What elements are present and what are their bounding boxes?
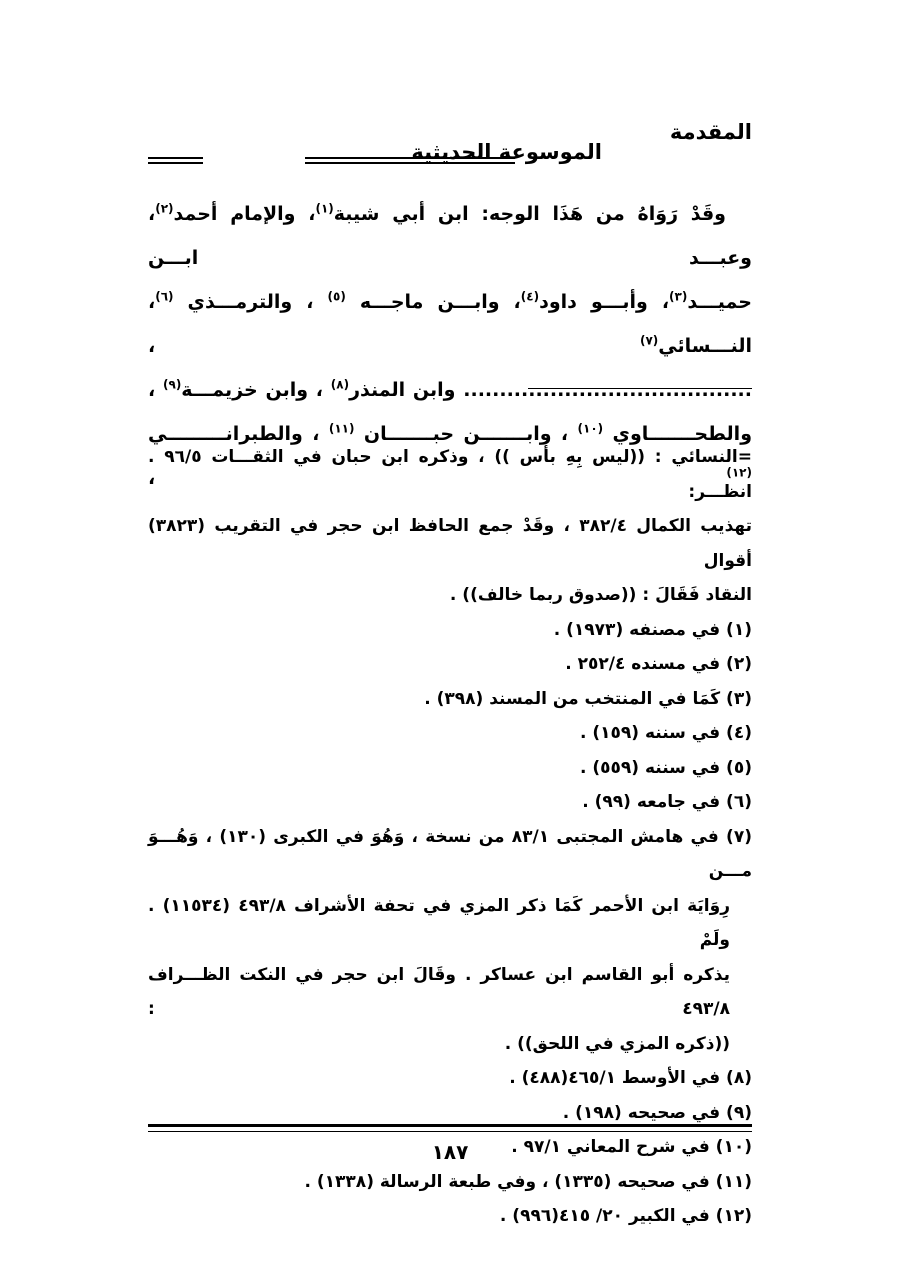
text-run: وقَدْ رَوَاهُ من هَذَا الوجه: ابن أبي شيبة xyxy=(333,203,726,225)
footnote-line: (١٢) في الكبير ٢٠/ ٤١٥(٩٩٦) . xyxy=(499,1206,752,1226)
footnote-ref: (٦) xyxy=(155,289,174,304)
footnote-line: (٤) في سننه (١٥٩) . xyxy=(580,723,752,743)
footnote-line: =النسائي : ((ليس بِهِ بأس )) ، وذكره ابن حبان في الثقـــات ٩٦/٥ . انظـــر: xyxy=(148,447,752,502)
text-run: ، وأبـــو داود xyxy=(539,291,670,313)
text-run: ، النـــسائي xyxy=(148,291,752,357)
footnote-line: (٢) في مسنده ٢٥٢/٤ . xyxy=(565,654,752,674)
footnote-line: (٩) في صحيحه (١٩٨) . xyxy=(562,1102,752,1123)
text-run: ........................................ وابن المنذر xyxy=(349,379,752,401)
text-run: ، xyxy=(148,467,727,489)
footnote-line: (٦) في جامعه (٩٩) . xyxy=(582,792,752,812)
footnote-ref: (٣) xyxy=(669,289,688,304)
footnote-ref: (٧) xyxy=(639,333,659,348)
footnotes xyxy=(148,440,752,1234)
section-title: المقدمة xyxy=(669,120,752,144)
text-run: حميـــد xyxy=(687,291,752,313)
footnote-line: (٨) في الأوسط ٤٦٥/١(٤٨٨) . xyxy=(509,1068,752,1088)
footer-rule xyxy=(148,1124,752,1132)
text-run: ، وابـــــــن حبـــــــان xyxy=(354,423,578,445)
footnote-ref: (١١) xyxy=(328,421,355,436)
footnote-separator xyxy=(528,388,752,389)
footnote-ref: (٩) xyxy=(163,377,182,392)
footnote-ref: (٨) xyxy=(330,377,350,392)
main-text-line xyxy=(148,368,752,412)
text-run: ، xyxy=(148,379,163,401)
footnote-line: (٣) كَمَا في المنتخب من المسند (٣٩٨) . xyxy=(424,688,752,709)
footnote-line: يذكره أبو القاسم ابن عساكر . وقَالَ ابن حجر في النكت الظـــراف ٤٩٣/٨ : xyxy=(148,964,730,1019)
text-run: ، وعبـــد ابـــن xyxy=(148,203,752,269)
footnote-ref: (٤) xyxy=(520,289,540,304)
text-run: ، والطبرانـــــــــي xyxy=(148,423,329,445)
book-title: الموسوعة الحديثية xyxy=(411,140,602,164)
footnote-line: تهذيب الكمال ٣٨٢/٤ ، وقَدْ جمع الحافظ ابن حجر في التقريب (٣٨٢٣) أقوال xyxy=(148,516,752,571)
text-run: ، وابـــن ماجـــه xyxy=(345,291,521,313)
footnote-line: ((ذكره المزي في اللحق)) . xyxy=(504,1033,730,1054)
main-text-line xyxy=(148,192,752,280)
footnote-ref: (١) xyxy=(315,201,334,216)
footnote-ref: (٢) xyxy=(155,201,174,216)
header-rule-right xyxy=(305,157,515,164)
footnote-line: رِوَايَة ابن الأحمر كَمَا ذكر المزي في تحفة الأشراف ٤٩٣/٨ (١١٥٣٤) . ولَمْ xyxy=(148,895,730,950)
text-run: والطحـــــــاوي xyxy=(603,423,753,445)
text-run: ، xyxy=(148,335,640,357)
footnote-line: (١١) في صحيحه (١٣٣٥) ، وفي طبعة الرسالة (١٣٣٨) . xyxy=(304,1171,752,1192)
footnote-line: النقاد فَقَالَ : ((صدوق ربما خالف)) . xyxy=(449,585,752,605)
text-run: ، والترمـــذي xyxy=(173,291,328,313)
main-text-line xyxy=(148,280,752,368)
footnote-line: (٥) في سننه (٥٥٩) . xyxy=(580,757,752,778)
footnote-ref: (١٢) xyxy=(726,465,752,480)
footnote-ref: (١٠) xyxy=(577,421,604,436)
footnote-ref: (٥) xyxy=(327,289,346,304)
header-rule-left xyxy=(148,157,203,164)
footnote-line: (١٠) في شرح المعاني ٩٧/١ . xyxy=(511,1137,752,1157)
footnote-line: (٧) في هامش المجتبى ٨٣/١ من نسخة ، وَهُوَ في الكبرى (١٣٠) ، وَهُـــوَ مـــن xyxy=(148,826,752,881)
text-run: ، وابن خزيمـــة xyxy=(181,379,331,401)
footnote-line: (١) في مصنفه (١٩٧٣) . xyxy=(553,619,752,640)
text-run: ، والإمام أحمد xyxy=(173,203,316,225)
page-number: ١٨٧ xyxy=(431,1140,469,1164)
